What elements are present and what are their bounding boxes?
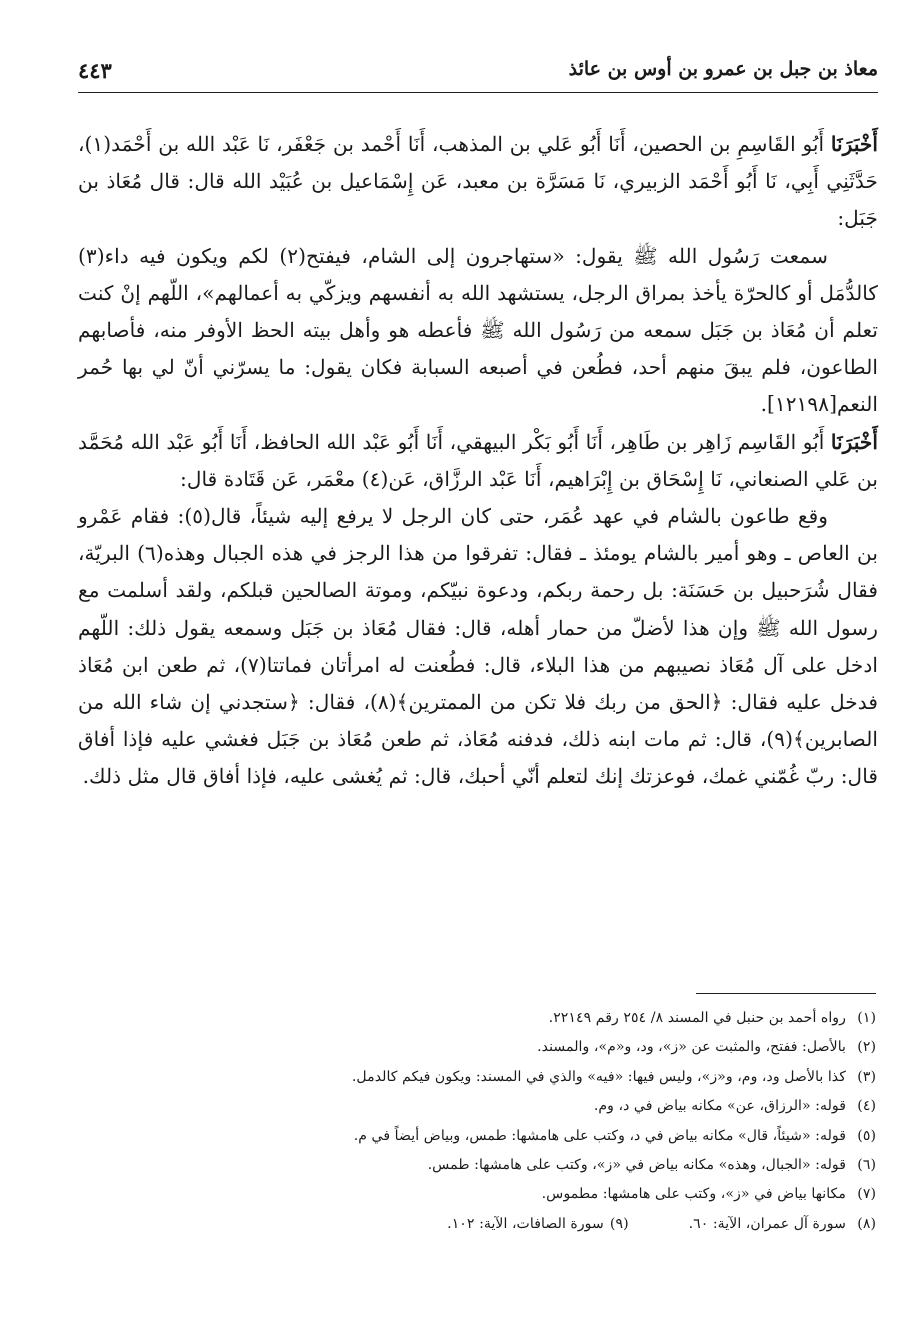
footnote-rule bbox=[696, 993, 876, 994]
isnad-lead: أَخْبَرَنَا bbox=[830, 429, 878, 454]
footnote-text: رواه أحمد بن حنبل في المسند ٨/ ٢٥٤ رقم ٢٢١٤٩. bbox=[548, 1010, 846, 1026]
footnote bbox=[150, 1151, 876, 1180]
footnote bbox=[150, 1180, 876, 1209]
footnote bbox=[150, 1033, 876, 1062]
header-rule bbox=[78, 92, 878, 93]
footnote bbox=[150, 1063, 876, 1092]
footnote-text: قوله: «الرزاق، عن» مكانه بياض في د، وم. bbox=[593, 1098, 846, 1115]
paragraph-text: أَبُو القَاسِم زَاهِر بن طَاهِر، أَنَا أَبُو بَكْر البيهقي، أَنَا أَبُو عَبْد الله الحافظ، أَنَا أَبُو عَبْد الله مُحَمَّد بن عَلي الصنعاني، نَا إِسْحَاق بن إِبْرَاهيم، أَنَا عَبْد الرزَّاق، عَن(٤) معْمَر، عَن قَتَادة قال: bbox=[78, 429, 878, 491]
page-header bbox=[78, 58, 878, 86]
footnote-text: مكانها بياض في «ز»، وكتب على هامشها: مطموس. bbox=[541, 1186, 846, 1203]
footnote-number: (١) bbox=[857, 1010, 876, 1026]
footnote-text: قوله: «شيئاً، قال» مكانه بياض في د، وكتب على هامشها: طمس، وبياض أيضاً في م. bbox=[353, 1127, 846, 1144]
paragraph bbox=[78, 498, 878, 796]
footnote-number: (٨) bbox=[857, 1215, 876, 1232]
paragraph bbox=[78, 424, 878, 498]
footnote bbox=[150, 1004, 876, 1033]
footnote-text: قوله: «الجبال، وهذه» مكانه بياض في «ز»، وكتب على هامشها: طمس. bbox=[427, 1157, 846, 1174]
footnote-number: (٧) bbox=[857, 1186, 876, 1203]
footnote bbox=[150, 1122, 876, 1151]
footnote-number: (٦) bbox=[857, 1157, 876, 1174]
footnote-number: (٤) bbox=[857, 1098, 876, 1115]
paragraph-text: سمعت رَسُول الله ﷺ يقول: «ستهاجرون إلى الشام، فيفتح(٢) لكم ويكون فيه داء(٣) كالدُّمَل أو كالحرّة يأخذ بمراق الرجل، يستشهد الله به أنفسهم ويزكّي به أعمالهم»، اللّهم إنْ كنت تعلم أن مُعَاذ بن جَبَل سمعه من رَسُول الله ﷺ فأعطه هو وأهل بيته الحظ الأوفر منه، فأصابهم الطاعون، فلم يبقَ منهم أحد، فطُعن في أصبعه السبابة فكان يقول: ما يسرّني أنّ لي بها حُمر النعم[١٢١٩٨]. bbox=[78, 243, 878, 417]
page-number: ٤٤٣ bbox=[78, 58, 112, 83]
paragraph bbox=[78, 126, 878, 238]
footnote-text: سورة الصافات، الآية: ١٠٢. bbox=[447, 1215, 604, 1232]
isnad-lead: أَخْبَرَنَا bbox=[830, 132, 878, 156]
footnote bbox=[150, 1092, 876, 1121]
footnote-pair bbox=[150, 1210, 876, 1239]
footnote-number: (٢) bbox=[857, 1039, 876, 1056]
footnote-text: بالأصل: ففتح، والمثبت عن «ز»، ود، و«م»، والمسند. bbox=[537, 1039, 846, 1056]
footnote-number: (٥) bbox=[857, 1127, 876, 1144]
footnote-text: كذا بالأصل ود، وم، و«ز»، وليس فيها: «فيه» والذي في المسند: ويكون فيكم كالدمل. bbox=[351, 1068, 846, 1085]
running-title: معاذ بن جبل بن عمرو بن أوس بن عائذ bbox=[568, 58, 878, 80]
footnote-number: (٣) bbox=[857, 1068, 876, 1085]
footnotes bbox=[150, 1004, 876, 1239]
paragraph bbox=[78, 238, 878, 424]
footnote-text: سورة آل عمران، الآية: ٦٠. bbox=[688, 1215, 846, 1232]
main-text bbox=[78, 126, 878, 796]
paragraph-text: أَبُو القَاسِمِ بن الحصين، أَنَا أَبُو عَلي بن المذهب، أَنَا أَحْمد بن جَعْفَر، نَا عَبْد الله بن أَحْمَد(١)، حَدَّثَنِي أَبِي، نَا أَبُو أَحْمَد الزبيري، نَا مَسَرَّة بن معبد، عَن إِسْمَاعيل بن عُبَيْد الله قال: قال مُعَاذ بن جَبَل: bbox=[78, 132, 878, 231]
footnote-number: (٩) bbox=[609, 1215, 629, 1232]
paragraph-text: وقع طاعون بالشام في عهد عُمَر، حتى كان الرجل لا يرفع إليه شيئاً، قال(٥): فقام عَمْرو بن العاص ـ وهو أمير بالشام يومئذ ـ فقال: تفرقوا من هذا الرجز في هذه الجبال وهذه(٦) البريّة، فقال شُرَحبيل بن حَسَنَة: بل رحمة ربكم، ودعوة نبيّكم، وموتة الصالحين قبلكم، ولقد أسلمت مع رسول الله ﷺ وإن هذا لأضلّ من حمار أهله، قال: فقال مُعَاذ بن جَبَل وسمعه يقول ذلك: اللّهم ادخل على آل مُعَاذ نصيبهم من هذا البلاء، قال: فطُعنت له امرأتان فماتتا(٧)، ثم طعن ابن مُعَاذ فدخل عليه فقال: ﴿الحق من ربك فلا تكن من الممترين﴾(٨)، فقال: ﴿ستجدني إن شاء الله من الصابرين﴾(٩)، قال: ثم مات ابنه ذلك، فدفنه مُعَاذ، ثم طعن مُعَاذ بن جَبَل فغشي عليه فإذا أفاق قال: ربّ غُمّني غمك، فوعزتك إنك لتعلم أنّي أحبك، قال: ثم يُغشى عليه، فإذا أفاق قال مثل ذلك. bbox=[78, 504, 878, 789]
